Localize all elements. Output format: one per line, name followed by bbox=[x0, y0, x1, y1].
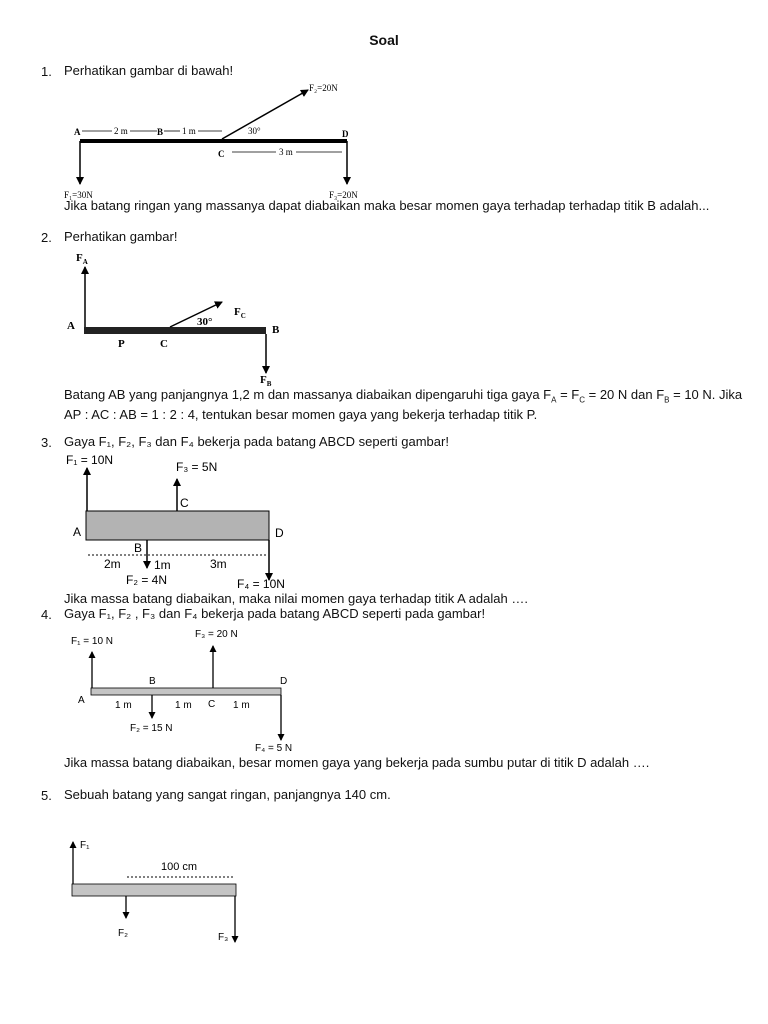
q3-label-c: C bbox=[180, 496, 189, 510]
q4-label-b: B bbox=[149, 676, 156, 687]
q1-prompt: Perhatikan gambar di bawah! bbox=[64, 63, 234, 78]
q4-question: Jika massa batang diabaikan, besar momen gaya yang bekerja pada sumbu putar di titik D adalah …. bbox=[64, 755, 650, 770]
q1-label-a: A bbox=[74, 127, 81, 137]
q3-label-ab: 2m bbox=[104, 557, 121, 571]
q5-label-f2: F₂ bbox=[118, 928, 128, 939]
q2-prompt: Perhatikan gambar! bbox=[64, 229, 178, 244]
q3-label-f1: F₁ = 10N bbox=[66, 453, 114, 467]
svg-text:FC: $F_C$ bbox=[234, 306, 246, 320]
svg-text:FA: $F_A$ bbox=[76, 252, 88, 266]
q1-label-f3: F₃=20N bbox=[329, 190, 358, 200]
q1-label-angle: 30° bbox=[248, 126, 261, 136]
q5-figure bbox=[0, 830, 768, 960]
q4-number: 4. bbox=[41, 607, 52, 622]
q4-prompt: Gaya F₁, F₂ , F₃ dan F₄ bekerja pada batang ABCD seperti pada gambar! bbox=[64, 606, 486, 621]
q4-label-f4: F₄ = 5 N bbox=[255, 743, 293, 754]
q4-label-cd: 1 m bbox=[233, 700, 250, 711]
q2-label-fa: F bbox=[76, 252, 83, 264]
q1-f2-arrow bbox=[222, 90, 308, 139]
q3-label-a: A bbox=[73, 525, 82, 539]
q3-label-f4: F₄ = 10N bbox=[237, 577, 285, 591]
q1-label-d: D bbox=[342, 129, 349, 139]
q2-label-angle: 30° bbox=[197, 316, 213, 328]
q4-label-d: D bbox=[280, 676, 288, 687]
q2-label-a: A bbox=[67, 320, 75, 332]
q2-question: Batang AB yang panjangnya 1,2 m dan massanya diabaikan dipengaruhi tiga gaya $F_A = F_C = 20$ N dan $F_B = 10$ N. Jika AP : AC : AB = 1 : 2 : 4, tentukan besar momen gaya yang bekerja terhadap titik P. bbox=[64, 387, 743, 422]
q1-number: 1. bbox=[41, 64, 52, 79]
q4-label-f2: F₂ = 15 N bbox=[130, 723, 173, 734]
page-title: Soal bbox=[369, 32, 399, 48]
q3-prompt: Gaya F₁, F₂, F₃ dan F₄ bekerja pada batang ABCD seperti gambar! bbox=[64, 434, 449, 449]
q3-label-bc: 1m bbox=[154, 558, 171, 572]
q5-label-f1: F₁ bbox=[80, 840, 90, 851]
q2-label-fb: F bbox=[260, 374, 267, 386]
q5-number: 5. bbox=[41, 788, 52, 803]
q5-label-dist: 100 cm bbox=[161, 861, 198, 873]
q4-label-f3: F₃ = 20 N bbox=[195, 629, 238, 640]
q1-label-cd: 3 m bbox=[279, 147, 293, 157]
q4-label-a: A bbox=[78, 695, 85, 706]
q3-label-f2: F₂ = 4N bbox=[126, 573, 168, 587]
q4-label-bc: 1 m bbox=[175, 700, 192, 711]
q4-figure bbox=[0, 622, 768, 762]
svg-text:FB: $F_B$ bbox=[260, 374, 272, 388]
q2-label-b: B bbox=[272, 324, 280, 336]
q4-label-ab: 1 m bbox=[115, 700, 132, 711]
q5-prompt: Sebuah batang yang sangat ringan, panjangnya 140 cm. bbox=[64, 787, 391, 802]
q2-label-p: P bbox=[118, 338, 125, 350]
q1-label-ab: 2 m bbox=[114, 126, 128, 136]
q2-label-fc: F bbox=[234, 306, 241, 318]
q3-question: Jika massa batang diabaikan, maka nilai momen gaya terhadap titik A adalah …. bbox=[64, 591, 528, 606]
q2-label-c: C bbox=[160, 338, 168, 350]
q3-label-d: D bbox=[275, 526, 284, 540]
q2-figure bbox=[0, 245, 768, 388]
q1-label-b: B bbox=[157, 127, 164, 137]
q3-number: 3. bbox=[41, 435, 52, 450]
q1-label-f1: F₁=30N bbox=[64, 190, 93, 200]
q3-label-cd: 3m bbox=[210, 557, 227, 571]
q1-label-c: C bbox=[218, 149, 225, 159]
q4-label-c: C bbox=[208, 699, 216, 710]
q4-label-f1: F₁ = 10 N bbox=[71, 636, 114, 647]
q2-number: 2. bbox=[41, 230, 52, 245]
q5-label-f3: F₃ bbox=[218, 932, 229, 943]
q3-figure bbox=[0, 450, 768, 600]
q1-label-f2: F₂=20N bbox=[309, 83, 338, 93]
q1-figure bbox=[0, 80, 768, 210]
q2-fc-arrow bbox=[170, 302, 222, 327]
q3-label-f3: F₃ = 5N bbox=[176, 460, 218, 474]
q3-label-b: B bbox=[134, 541, 143, 555]
q1-label-bc: 1 m bbox=[182, 126, 196, 136]
q1-question: Jika batang ringan yang massanya dapat diabaikan maka besar momen gaya terhadap terhadap titik B adalah... bbox=[64, 198, 710, 213]
